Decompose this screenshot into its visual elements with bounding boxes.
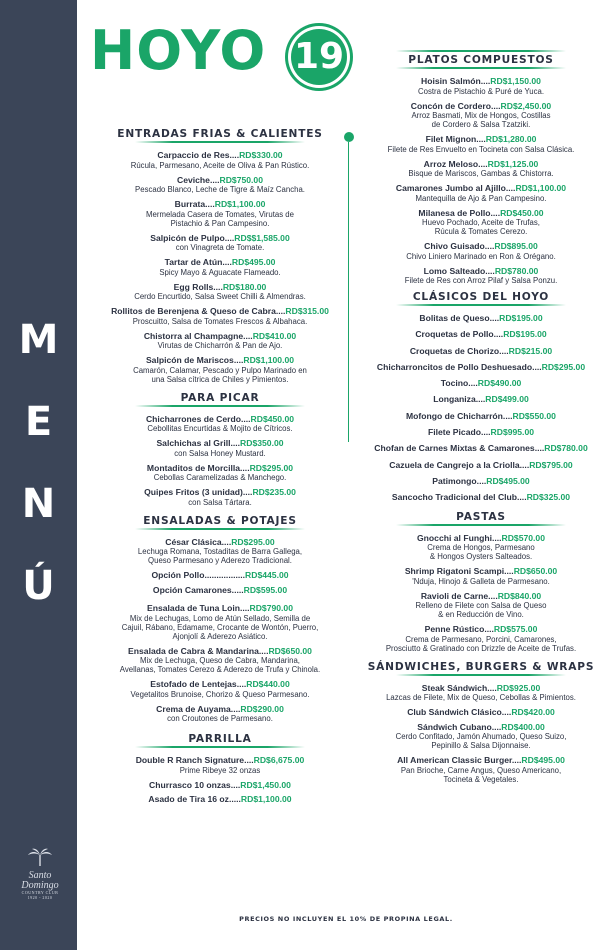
item-price: RD$795.00 (529, 459, 573, 470)
item-price: RD$2,450.00 (500, 100, 552, 111)
item-name: Filet Mignon....RD$1,280.00 (425, 134, 537, 144)
logo-subtitle: COUNTRY CLUB (21, 890, 59, 895)
menu-item (358, 624, 604, 653)
item-description: Camarón, Calamar, Pescado y Pulpo Marinado en (133, 365, 307, 375)
item-description: Filete de Res Envuelto en Tocineta con Salsa Clásica. (387, 144, 575, 154)
item-description: Prosciutto & Gratinado con Drizzle de Aceite de Trufas. (385, 643, 577, 653)
menu-item (100, 233, 340, 253)
item-name: Opción Camarones.....RD$595.00 (152, 584, 288, 595)
item-description: Huevo Pochado, Aceite de Trufas, (422, 218, 540, 227)
menu-item (358, 362, 604, 373)
menu-letter: Ú (22, 563, 55, 609)
item-name: Burrata....RD$1,100.00 (174, 199, 266, 209)
item-description: Chivo Liniero Marinado en Ron & Orégano. (406, 251, 556, 261)
menu-item (100, 463, 340, 483)
item-price: RD$410.00 (252, 330, 297, 341)
menu-item (358, 566, 604, 586)
item-price: RD$790.00 (249, 603, 293, 613)
vertical-menu-word (0, 317, 77, 648)
section-title: PLATOS COMPUESTOS (358, 54, 604, 69)
section-title: PARRILLA (100, 733, 340, 748)
item-name: Salchichas al Grill....RD$350.00 (156, 438, 284, 448)
menu-item (100, 355, 340, 384)
item-name: Concón de Cordero....RD$2,450.00 (410, 100, 552, 111)
item-name: Croquetas de Pollo....RD$195.00 (415, 329, 547, 340)
palm-tree-icon (25, 848, 55, 866)
menu-item (100, 438, 340, 458)
item-price: RD$325.00 (526, 492, 571, 503)
section-title: ENSALADAS & POTAJES (100, 515, 340, 530)
item-price: RD$450.00 (500, 207, 544, 218)
item-price: RD$650.00 (268, 645, 312, 656)
divider-line (348, 142, 349, 442)
item-price: RD$400.00 (501, 721, 545, 732)
item-name: Churrasco 10 onzas....RD$1,450.00 (149, 779, 291, 790)
menu-item (100, 646, 340, 675)
item-name: Bolitas de Queso....RD$195.00 (419, 313, 543, 323)
item-description: Prime Ribeye 32 onzas (179, 765, 261, 775)
menu-item (358, 394, 604, 405)
item-price: RD$570.00 (501, 532, 545, 543)
item-name: Chivo Guisado....RD$895.00 (424, 241, 538, 251)
item-price: RD$495.00 (521, 755, 565, 766)
item-description: Mix de Lechuga, Queso de Cabra, Mandarina, (140, 656, 300, 665)
item-description: Vegetalitos Brunoise, Chorizo & Queso Parmesano. (130, 689, 310, 699)
item-name: Montaditos de Morcilla....RD$295.00 (146, 462, 294, 473)
item-price: RD$1,450.00 (240, 779, 291, 790)
item-price: RD$295.00 (541, 361, 586, 372)
item-description: Filete de Res con Arroz Pilaf y Salsa Ponzu. (404, 276, 558, 285)
item-name: Shrimp Rigatoni Scampi....RD$650.00 (404, 566, 558, 577)
menu-item (358, 591, 604, 620)
menu-column-right (358, 54, 604, 789)
item-description: & Hongos Oysters Salteados. (429, 552, 533, 562)
menu-item (358, 411, 604, 422)
menu-item (358, 427, 604, 438)
item-price: RD$1,100.00 (240, 794, 292, 804)
menu-letter: M (18, 317, 59, 363)
menu-item (358, 683, 604, 703)
item-name: Carpaccio de Res....RD$330.00 (157, 150, 283, 160)
item-description: Costra de Pistachio & Puré de Yuca. (418, 86, 544, 96)
footer-note: PRECIOS NO INCLUYEN EL 10% DE PROPINA LEGAL. (239, 915, 453, 923)
item-name: César Clásica....RD$295.00 (165, 536, 275, 547)
item-description: con Vinagreta de Tomate. (175, 243, 265, 252)
item-name: Camarones Jumbo al Ajillo....RD$1,100.00 (395, 183, 567, 193)
logo-year: 1920 - 2020 (27, 894, 53, 900)
menu-item (358, 241, 604, 261)
item-name: Patimongo....RD$495.00 (432, 475, 530, 486)
sidebar (0, 0, 77, 950)
item-description: Pan Brioche, Carne Angus, Queso Americano, (400, 765, 562, 775)
item-name: Cazuela de Cangrejo a la Criolla....RD$795.00 (389, 459, 573, 470)
item-description: Tocineta & Vegetales. (443, 774, 519, 784)
item-price: RD$780.00 (544, 443, 588, 454)
menu-item (100, 199, 340, 228)
menu-item (358, 76, 604, 96)
item-name: Club Sándwich Clásico....RD$420.00 (407, 707, 555, 718)
item-name: Salpicón de Pulpo....RD$$1,585.00 (150, 232, 290, 243)
item-description: Cebollitas Encurtidas & Mojito de Cítricos. (147, 424, 293, 433)
menu-item (100, 603, 340, 641)
item-price: RD$575.00 (493, 624, 538, 635)
item-name: Penne Rústico....RD$575.00 (424, 624, 538, 635)
club-logo (10, 848, 70, 901)
menu-item (100, 414, 340, 434)
item-name: Chicharroncitos de Pollo Deshuesado....RD$295.00 (376, 361, 586, 372)
section-title: PASTAS (358, 511, 604, 526)
menu-item (358, 208, 604, 237)
menu-item (358, 533, 604, 562)
menu-item (100, 282, 340, 302)
item-price: RD$195.00 (503, 329, 547, 340)
item-description: Mix de Lechugas, Lomo de Atún Sellado, Semilla de (129, 613, 311, 623)
item-price: RD$420.00 (511, 707, 555, 718)
item-name: Tocino....RD$490.00 (440, 378, 522, 389)
item-name: Filete Picado....RD$995.00 (427, 427, 535, 438)
menu-item (358, 476, 604, 487)
item-name: Egg Rolls....RD$180.00 (173, 281, 267, 292)
item-description: Virutas de Chicharrón & Pan de Ajo. (157, 341, 283, 350)
item-price: RD$$1,585.00 (234, 232, 290, 243)
item-name: Sancocho Tradicional del Club....RD$325.00 (391, 492, 571, 503)
menu-item (100, 780, 340, 791)
page-title: HOYO (90, 19, 267, 82)
item-name: Steak Sándwich....RD$925.00 (421, 682, 541, 693)
item-description: Crema de Parmesano, Porcini, Camarones, (405, 634, 557, 644)
item-description: Crema de Hongos, Parmesano (427, 543, 535, 553)
menu-item (100, 794, 340, 805)
section-title: PARA PICAR (100, 392, 340, 407)
item-name: Chicharrones de Cerdo....RD$450.00 (145, 413, 295, 424)
item-name: Arroz Meloso....RD$1,125.00 (423, 158, 539, 169)
menu-item (100, 175, 340, 195)
menu-item (358, 101, 604, 130)
item-name: Chistorra al Champagne....RD$410.00 (143, 330, 297, 341)
item-description: Proscuitto, Salsa de Tomates Frescos & Albahaca. (132, 316, 308, 326)
item-description: Pescado Blanco, Leche de Tigre & Maíz Cancha. (135, 185, 305, 194)
menu-item (100, 150, 340, 170)
item-description: Pepinillo & Salsa Dijonnaise. (431, 741, 531, 751)
item-name: Opción Pollo.................RD$445.00 (151, 570, 289, 580)
menu-item (100, 679, 340, 699)
item-name: Salpicón de Mariscos....RD$1,100.00 (145, 355, 295, 365)
item-price: RD$1,280.00 (485, 134, 537, 144)
item-price: RD$330.00 (239, 150, 283, 160)
item-description: Lazcas de Filete, Mix de Queso, Cebollas & Pimientos. (386, 693, 576, 703)
item-price: RD$995.00 (490, 427, 535, 438)
item-price: RD$750.00 (219, 174, 263, 185)
menu-item (358, 755, 604, 784)
item-price: RD$315.00 (285, 306, 329, 316)
item-name: Lomo Salteado....RD$780.00 (423, 265, 539, 276)
menu-item (100, 306, 340, 326)
item-price: RD$295.00 (249, 462, 294, 473)
item-name: Quipes Fritos (3 unidad)....RD$235.00 (144, 487, 296, 497)
item-price: RD$195.00 (499, 313, 543, 323)
item-price: RD$6,675.00 (253, 755, 305, 765)
item-description: Mermelada Casera de Tomates, Virutas de (146, 209, 294, 219)
menu-item (100, 257, 340, 277)
menu-item (100, 570, 340, 581)
menu-item (358, 346, 604, 357)
menu-item (100, 585, 340, 596)
item-description: con Salsa Honey Mustard. (174, 448, 266, 458)
item-description: Ajonjolí & Aderezo Asiático. (172, 631, 268, 641)
menu-item (358, 707, 604, 718)
item-description: Arroz Basmati, Mix de Hongos, Costillas (411, 111, 551, 120)
item-name: Mofongo de Chicharrón....RD$550.00 (406, 410, 556, 421)
item-price: RD$895.00 (494, 241, 538, 251)
item-price: RD$490.00 (477, 378, 522, 389)
golf-pin-divider (346, 132, 354, 442)
item-name: Ceviche....RD$750.00 (177, 174, 263, 185)
section-title: CLÁSICOS DEL HOYO (358, 291, 604, 306)
item-description: Queso Parmesano y Aderezo Tradicional. (148, 556, 292, 565)
item-name: Ensalada de Cabra & Mandarina....RD$650.00 (128, 645, 312, 656)
menu-item (358, 313, 604, 324)
item-description: con Salsa Tártara. (188, 497, 252, 507)
menu-item (358, 266, 604, 286)
item-price: RD$1,150.00 (490, 76, 541, 86)
item-name: Estofado de Lentejas....RD$440.00 (150, 679, 290, 689)
item-price: RD$1,125.00 (487, 158, 539, 169)
item-price: RD$495.00 (231, 257, 276, 267)
item-description: Rúcula, Parmesano, Aceite de Oliva & Pan Rústico. (130, 160, 310, 170)
item-price: RD$840.00 (497, 590, 542, 601)
menu-item (358, 492, 604, 503)
menu-item (100, 755, 340, 775)
menu-item (358, 460, 604, 471)
item-name: Sándwich Cubano....RD$400.00 (417, 721, 545, 732)
item-price: RD$1,100.00 (515, 183, 567, 193)
item-price: RD$1,100.00 (214, 199, 266, 209)
item-name: Asado de Tira 16 oz.....RD$1,100.00 (148, 794, 292, 804)
item-price: RD$445.00 (245, 570, 289, 580)
item-description: & en Reducción de Vino. (438, 610, 524, 620)
menu-item (100, 704, 340, 724)
item-description: una Salsa cítrica de Chiles y Pimientos. (151, 374, 289, 384)
item-name: Hoisin Salmón....RD$1,150.00 (421, 76, 541, 86)
item-price: RD$495.00 (486, 475, 530, 486)
section-title: ENTRADAS FRIAS & CALIENTES (100, 128, 340, 143)
section-title: SÁNDWICHES, BURGERS & WRAPS (358, 661, 604, 676)
menu-item (358, 722, 604, 751)
item-price: RD$215.00 (508, 345, 553, 356)
item-name: Double R Ranch Signature....RD$6,675.00 (135, 755, 305, 765)
item-description: Pistachio & Pan Campesino. (170, 218, 270, 228)
menu-column-left (100, 128, 340, 809)
item-price: RD$595.00 (243, 584, 288, 595)
menu-item (100, 331, 340, 351)
item-name: Rollitos de Berenjena & Queso de Cabra....RD$315.00 (111, 306, 329, 316)
item-name: Croquetas de Chorizo....RD$215.00 (409, 345, 553, 356)
golf-ball-icon (344, 132, 354, 142)
menu-item (358, 329, 604, 340)
item-price: RD$925.00 (496, 682, 541, 693)
item-description: Cajuil, Rábano, Edamame, Crocante de Wontón, Puerro, (121, 622, 319, 632)
item-name: Tartar de Atún....RD$495.00 (164, 257, 276, 267)
item-description: Cebollas Caramelizadas & Manchego. (153, 473, 287, 482)
item-description: Cerdo Confitado, Jamón Ahumado, Queso Suizo, (395, 732, 567, 742)
item-price: RD$650.00 (513, 566, 558, 577)
item-name: All American Classic Burger....RD$495.00 (397, 755, 565, 766)
item-price: RD$180.00 (222, 281, 267, 292)
menu-item (358, 159, 604, 179)
menu-item (358, 378, 604, 389)
item-price: RD$499.00 (485, 394, 529, 405)
item-description: Relleno de Filete con Salsa de Queso (415, 601, 547, 611)
item-name: Gnocchi al Funghi....RD$570.00 (417, 532, 545, 543)
item-description: Rúcula & Tomates Cerezo. (434, 227, 528, 236)
item-name: Crema de Auyama....RD$290.00 (156, 703, 284, 714)
item-name: Chofan de Carnes Mixtas & Camarones....RD$780.00 (374, 443, 588, 454)
item-price: RD$295.00 (231, 536, 275, 547)
item-description: Avellanas, Tomates Cerezo & Aderezo de Trufa y Chinola. (119, 665, 321, 674)
item-description: Cerdo Encurtido, Salsa Sweet Chilli & Almendras. (134, 292, 306, 301)
item-price: RD$440.00 (246, 679, 290, 689)
item-description: 'Nduja, Hinojo & Galleta de Parmesano. (412, 576, 550, 586)
menu-item (100, 487, 340, 507)
menu-letter: E (24, 399, 53, 445)
item-price: RD$450.00 (250, 413, 295, 424)
item-price: RD$780.00 (494, 265, 539, 276)
menu-item (100, 537, 340, 566)
item-name: Longaniza....RD$499.00 (433, 394, 529, 405)
item-description: de Cordero & Salsa Tzatziki. (431, 120, 531, 129)
item-description: Mantequilla de Ajo & Pan Campesino. (415, 193, 547, 203)
item-name: Ravioli de Carne....RD$840.00 (420, 590, 542, 601)
item-price: RD$550.00 (512, 410, 556, 421)
item-name: Ensalada de Tuna Loin....RD$790.00 (147, 603, 293, 613)
menu-item (358, 134, 604, 154)
item-price: RD$1,100.00 (243, 355, 295, 365)
menu-letter: N (21, 481, 56, 527)
item-name: Milanesa de Pollo....RD$450.00 (418, 207, 544, 218)
menu-item (358, 183, 604, 203)
item-description: con Croutones de Parmesano. (167, 714, 273, 723)
item-price: RD$290.00 (240, 703, 284, 714)
item-description: Spicy Mayo & Aguacate Flameado. (159, 267, 281, 277)
item-price: RD$350.00 (240, 438, 284, 448)
item-description: Lechuga Romana, Tostaditas de Barra Gallega, (137, 547, 303, 556)
hole-number-badge: 19 (291, 29, 347, 85)
logo-name: Santo Domingo (21, 870, 59, 891)
item-price: RD$235.00 (252, 487, 296, 497)
menu-item (358, 443, 604, 454)
item-description: Bisque de Mariscos, Gambas & Chistorra. (408, 169, 554, 178)
